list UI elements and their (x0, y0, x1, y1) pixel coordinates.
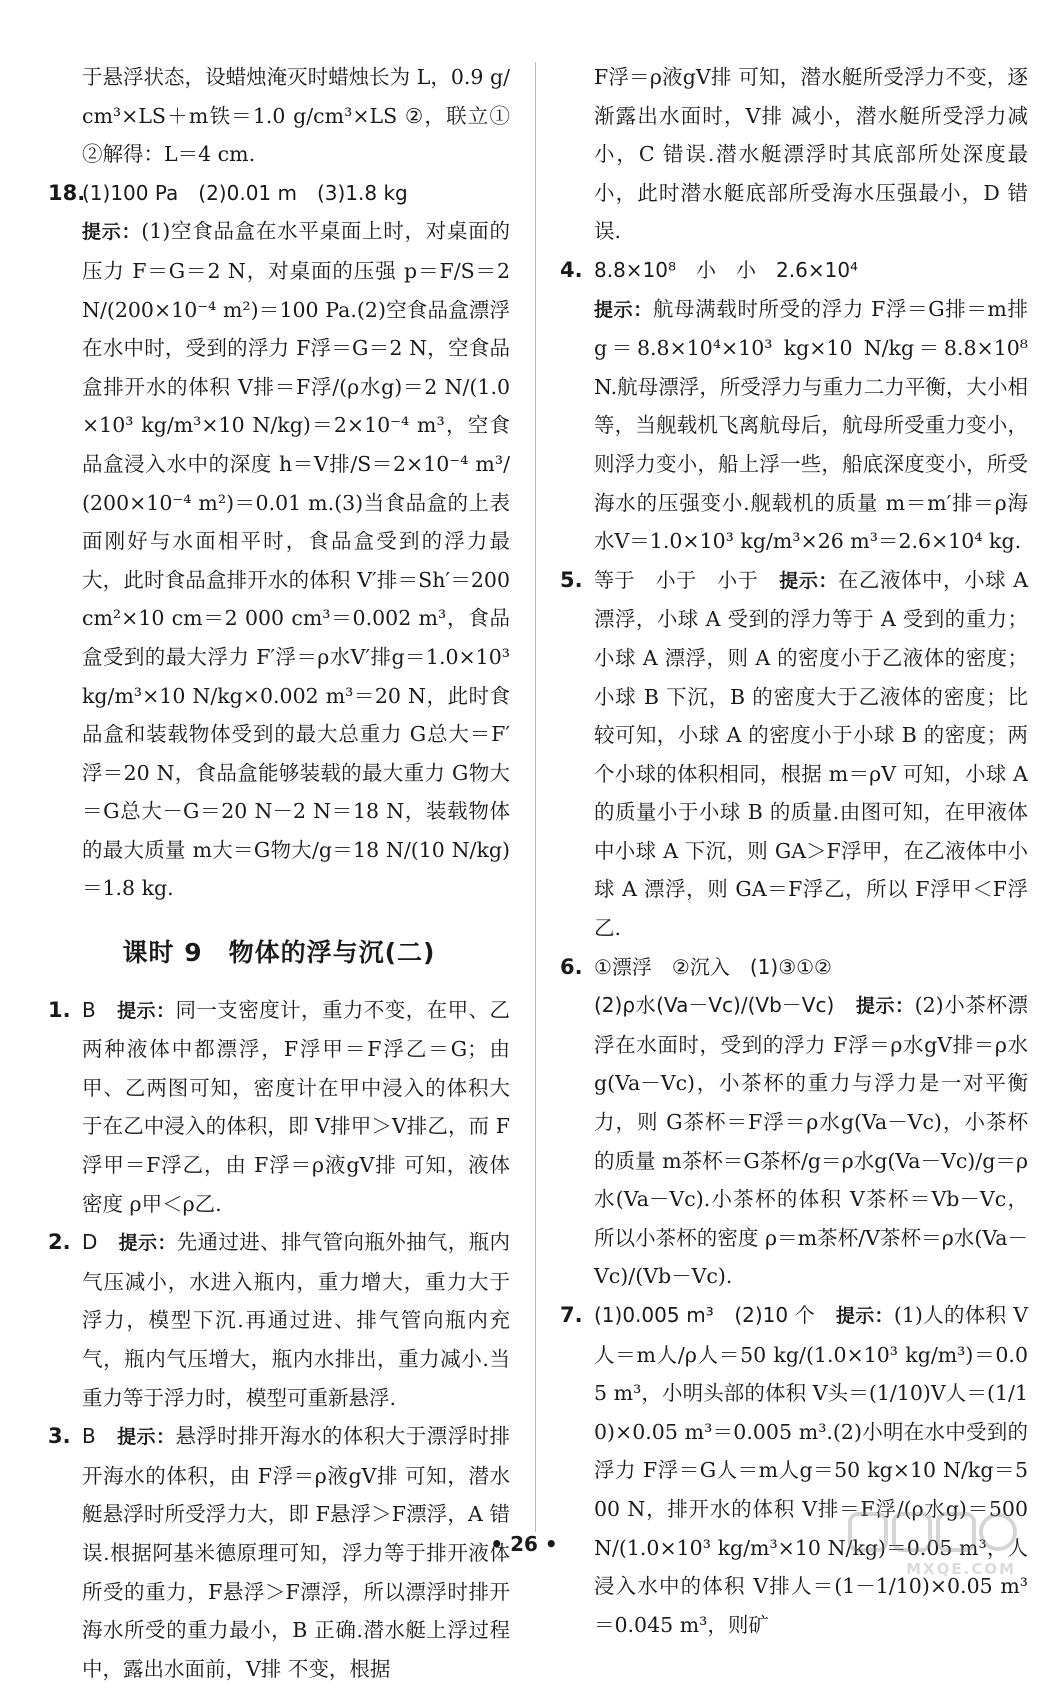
question-number: 18. (48, 180, 86, 205)
hint-text: 航母满载时所受的浮力 F浮＝G排＝m排g＝8.8×10⁴×10³ kg×10 N/kg＝8.8×10⁸ N.航母漂浮，所受浮力与重力二力平衡，大小相等，当舰载机飞离航母后，航母所受重力变小，则浮力变小，船上浮一些，船底深度变小，所受海水的压强变小.舰载机的质量 m＝m′排＝ρ海水V＝1.0×10³ kg/m³×26 m³＝2.6×10⁴ kg. (594, 296, 1028, 554)
watermark-text: MXQE.COM (906, 1560, 1016, 1578)
question-number: 4. (560, 257, 583, 282)
answer: (1)0.005 m³ (2)10 个 (594, 1303, 816, 1327)
hint-label: 提示： (117, 999, 176, 1022)
answer: 等于 小于 小于 (594, 567, 759, 592)
answer: B (82, 1424, 96, 1449)
continued-paragraph: F浮＝ρ液gV排 可知，潜水艇所受浮力不变，逐渐露出水面时，V排 减小，潜水艇所受浮力减小，C 错误.潜水艇漂浮时其底部所处深度最小，此时潜水艇底部所受海水压强最小，D 错误. (594, 65, 1028, 244)
hint-label: 提示： (779, 569, 838, 592)
answer: B (82, 997, 96, 1022)
question-7 (560, 1296, 1028, 1644)
answer-part-2: (2)ρ水(Va－Vc)/(Vb－Vc) (594, 993, 835, 1018)
answer: (1)100 Pa (2)0.01 m (3)1.8 kg (82, 180, 408, 205)
hint-text: (2)小茶杯漂浮在水面时，受到的浮力 F浮＝ρ水gV排＝ρ水g(Va－Vc)，小茶杯的重力与浮力是一对平衡力，则 G茶杯＝F浮＝ρ水g(Va－Vc)，小茶杯的质量 m茶杯＝G茶杯/g＝ρ水g(Va－Vc)/g＝ρ水(Va－Vc).小茶杯的体积 V茶杯＝Vb－Vc，所以小茶杯的密度 ρ＝m茶杯/V茶杯＝ρ水(Va－Vc)/(Vb－Vc). (594, 993, 1028, 1289)
hint-label: 提示： (855, 995, 915, 1018)
hint-text: (1)人的体积 V人＝m人/ρ人＝50 kg/(1.0×10³ kg/m³)＝0.05 m³，小明头部的体积 V头＝(1/10)V人＝(1/10)×0.05 m³＝0.005 m³.(2)小明在水中受到的浮力 F浮＝G人＝m人g＝50 kg×10 N/kg＝500 N，排开水的体积 V排＝F浮/(ρ水g)＝500 N/(1.0×10³ kg/m³×10 N/kg)＝0.05 m³，人浸入水中的体积 V排人＝(1－1/10)×0.05 m³＝0.045 m³，则矿 (594, 1303, 1028, 1637)
hint-label: 提示： (835, 1305, 894, 1327)
hint-text: 悬浮时排开海水的体积大于漂浮时排开海水的体积，由 F浮＝ρ液gV排 可知，潜水艇悬浮时所受浮力大，即 F悬浮＞F漂浮，A 错误.根据阿基米德原理可知，浮力等于排开液体所受的重力，F悬浮＞F漂浮，所以漂浮时排开海水所受的重力最小，B 正确.潜水艇上浮过程中，露出水面前，V排 不变，根据 (82, 1424, 510, 1681)
question-number: 6. (560, 954, 583, 979)
answer: 8.8×10⁸ 小 小 2.6×10⁴ (594, 257, 859, 282)
answer: ①漂浮 ②沉入 (1)③①② (594, 954, 832, 979)
question-number: 3. (48, 1424, 71, 1449)
hint-text: 先通过进、排气管向瓶外抽气，瓶内气压减小，水进入瓶内，重力增大，重力大于浮力，模型下沉.再通过进、排气管向瓶内充气，瓶内气压增大，瓶内水排出，重力减小.当重力等于浮力时，模型可重新悬浮. (82, 1230, 510, 1410)
hint-text: (1)空食品盒在水平桌面上时，对桌面的压力 F＝G＝2 N，对桌面的压强 p＝F/S＝2 N/(200×10⁻⁴ m²)＝100 Pa.(2)空食品盒漂浮在水中时，受到的浮力 F浮＝G＝2 N，空食品盒排开水的体积 V排＝F浮/(ρ水g)＝2 N/(1.0×10³ kg/m³×10 N/kg)＝2×10⁻⁴ m³，空食品盒浸入水中的深度 h＝V排/S＝2×10⁻⁴ m³/(200×10⁻⁴ m²)＝0.01 m.(3)当食品盒的上表面刚好与水面相平时，食品盒受到的浮力最大，此时食品盒排开水的体积 V′排＝Sh′＝200 cm²×10 cm＝2 000 cm³＝0.002 m³，食品盒受到的最大浮力 F′浮＝ρ水V′排g＝1.0×10³ kg/m³×10 N/kg×0.002 m³＝20 N，此时食品盒和装载物体受到的最大总重力 G总大＝F′浮＝20 N，食品盒能够装载的最大重力 G物大＝G总大－G＝20 N－2 N＝18 N，装载物体的最大质量 m大＝G物大/g＝18 N/(10 N/kg)＝1.8 kg. (82, 219, 510, 901)
question-4 (560, 251, 1028, 561)
answer: D (82, 1230, 98, 1255)
right-column (560, 58, 1028, 1644)
continued-paragraph: 于悬浮状态，设蜡烛淹灭时蜡烛长为 L，0.9 g/cm³×LS＋m铁＝1.0 g/cm³×LS ②，联立①②解得：L＝4 cm. (82, 65, 510, 167)
question-5 (560, 561, 1028, 948)
hint-text: 在乙液体中，小球 A 漂浮，小球 A 受到的浮力等于 A 受到的重力；小球 A 漂浮，则 A 的密度小于乙液体的密度；小球 B 下沉，B 的密度大于乙液体的密度；比较可知，小球 A 的密度小于小球 B 的密度；两个小球的体积相同，根据 m＝ρV 可知，小球 A 的质量小于小球 B 的质量.由图可知，在甲液体中小球 A 下沉，则 GA＞F浮甲，在乙液体中小球 A 漂浮，则 GA＝F浮乙，所以 F浮甲＜F浮乙. (594, 567, 1028, 941)
question-number: 2. (48, 1230, 71, 1255)
watermark-logo-icon (848, 1510, 1018, 1554)
hint-label: 提示： (117, 1426, 176, 1449)
hint-label: 提示： (118, 1232, 177, 1255)
hint-label: 提示： (82, 221, 142, 244)
column-divider (535, 62, 536, 1532)
section-title: 课时 9 物体的浮与沉(二) (122, 938, 436, 968)
question-18 (48, 174, 510, 908)
question-number: 1. (48, 997, 71, 1022)
question-number: 5. (560, 567, 583, 592)
question-1 (48, 991, 510, 1224)
question-6 (560, 948, 1028, 1296)
question-number: 7. (560, 1303, 583, 1327)
page-number: • 26 • (490, 1532, 558, 1556)
hint-text: 同一支密度计，重力不变，在甲、乙两种液体中都漂浮，F浮甲＝F浮乙＝G；由甲、乙两图可知，密度计在甲中浸入的体积大于在乙中浸入的体积，即 V排甲＞V排乙，而 F浮甲＝F浮乙，由 F浮＝ρ液gV排 可知，液体密度 ρ甲＜ρ乙. (82, 997, 510, 1216)
hint-label: 提示： (594, 298, 653, 321)
question-2 (48, 1223, 510, 1417)
watermark (842, 1510, 1022, 1582)
left-column (48, 58, 510, 1688)
